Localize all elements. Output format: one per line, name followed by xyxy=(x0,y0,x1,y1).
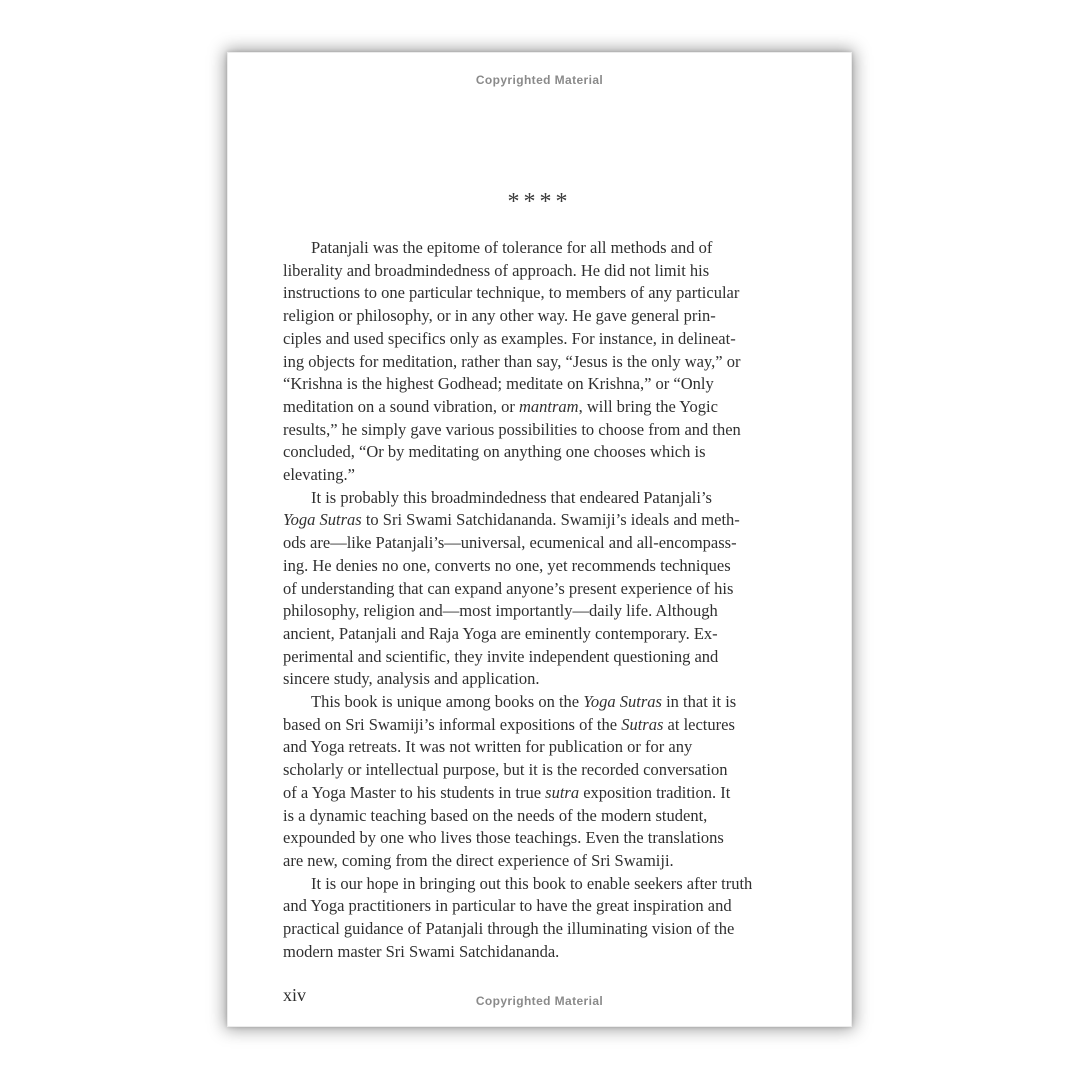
text-line: of understanding that can expand anyone’s present experience of his xyxy=(283,578,734,598)
text-line: practical guidance of Patanjali through the illuminating vision of the xyxy=(283,919,735,939)
text-line: perimental and scientific, they invite independent questioning and xyxy=(283,646,719,666)
text-line: sincere study, analysis and application. xyxy=(283,669,540,689)
text-line: and Yoga practitioners in particular to have the great inspiration and xyxy=(283,896,732,916)
text-line: scholarly or intellectual purpose, but it is the recorded conversation xyxy=(283,760,728,780)
text-line: ing. He denies no one, converts no one, yet recommends techniques xyxy=(283,555,731,575)
text-line: elevating.” xyxy=(283,465,355,485)
book-page xyxy=(227,52,852,1027)
text-line: results,” he simply gave various possibilities to choose from and then xyxy=(283,419,741,439)
text-line: It is probably this broadmindedness that endeared Patanjali’s xyxy=(311,487,712,507)
text-line: This book is unique among books on the Yoga Sutras in that it is xyxy=(311,692,737,712)
text-line: expounded by one who lives those teachings. Even the translations xyxy=(283,828,724,848)
text-line: ods are—like Patanjali’s—universal, ecumenical and all-encompass- xyxy=(283,533,737,553)
text-line: meditation on a sound vibration, or mantram, will bring the Yogic xyxy=(283,396,718,416)
text-line: modern master Sri Swami Satchidananda. xyxy=(283,941,560,961)
text-line: philosophy, religion and—most importantly—daily life. Although xyxy=(283,601,718,621)
copyright-notice-bottom: Copyrighted Material xyxy=(475,994,604,1008)
section-divider: **** xyxy=(507,189,572,215)
text-line: instructions to one particular technique, to members of any particular xyxy=(283,283,740,303)
text-line: “Krishna is the highest Godhead; meditate on Krishna,” or “Only xyxy=(283,374,714,394)
text-line: Patanjali was the epitome of tolerance for all methods and of xyxy=(311,238,713,257)
text-line: are new, coming from the direct experience of Sri Swamiji. xyxy=(283,850,674,870)
page-number: xiv xyxy=(283,985,307,1005)
text-line: based on Sri Swamiji’s informal expositions of the Sutras at lectures xyxy=(283,714,735,734)
text-line: Yoga Sutras to Sri Swami Satchidananda. Swamiji’s ideals and meth- xyxy=(283,510,740,530)
text-line: religion or philosophy, or in any other way. He gave general prin- xyxy=(283,306,716,326)
text-line: is a dynamic teaching based on the needs of the modern student, xyxy=(283,805,708,825)
text-line: and Yoga retreats. It was not written for publication or for any xyxy=(283,737,693,757)
text-line: ancient, Patanjali and Raja Yoga are eminently contemporary. Ex- xyxy=(283,623,718,643)
text-line: liberality and broadmindedness of approach. He did not limit his xyxy=(283,260,710,280)
copyright-notice-top: Copyrighted Material xyxy=(475,73,604,87)
page-body xyxy=(283,237,796,964)
text-line: ing objects for meditation, rather than say, “Jesus is the only way,” or xyxy=(283,351,741,371)
text-line: of a Yoga Master to his students in true sutra exposition tradition. It xyxy=(283,782,731,802)
text-line: ciples and used specifics only as examples. For instance, in delineat- xyxy=(283,328,736,348)
text-line: It is our hope in bringing out this book to enable seekers after truth xyxy=(311,873,753,893)
text-line: concluded, “Or by meditating on anything one chooses which is xyxy=(283,442,706,462)
